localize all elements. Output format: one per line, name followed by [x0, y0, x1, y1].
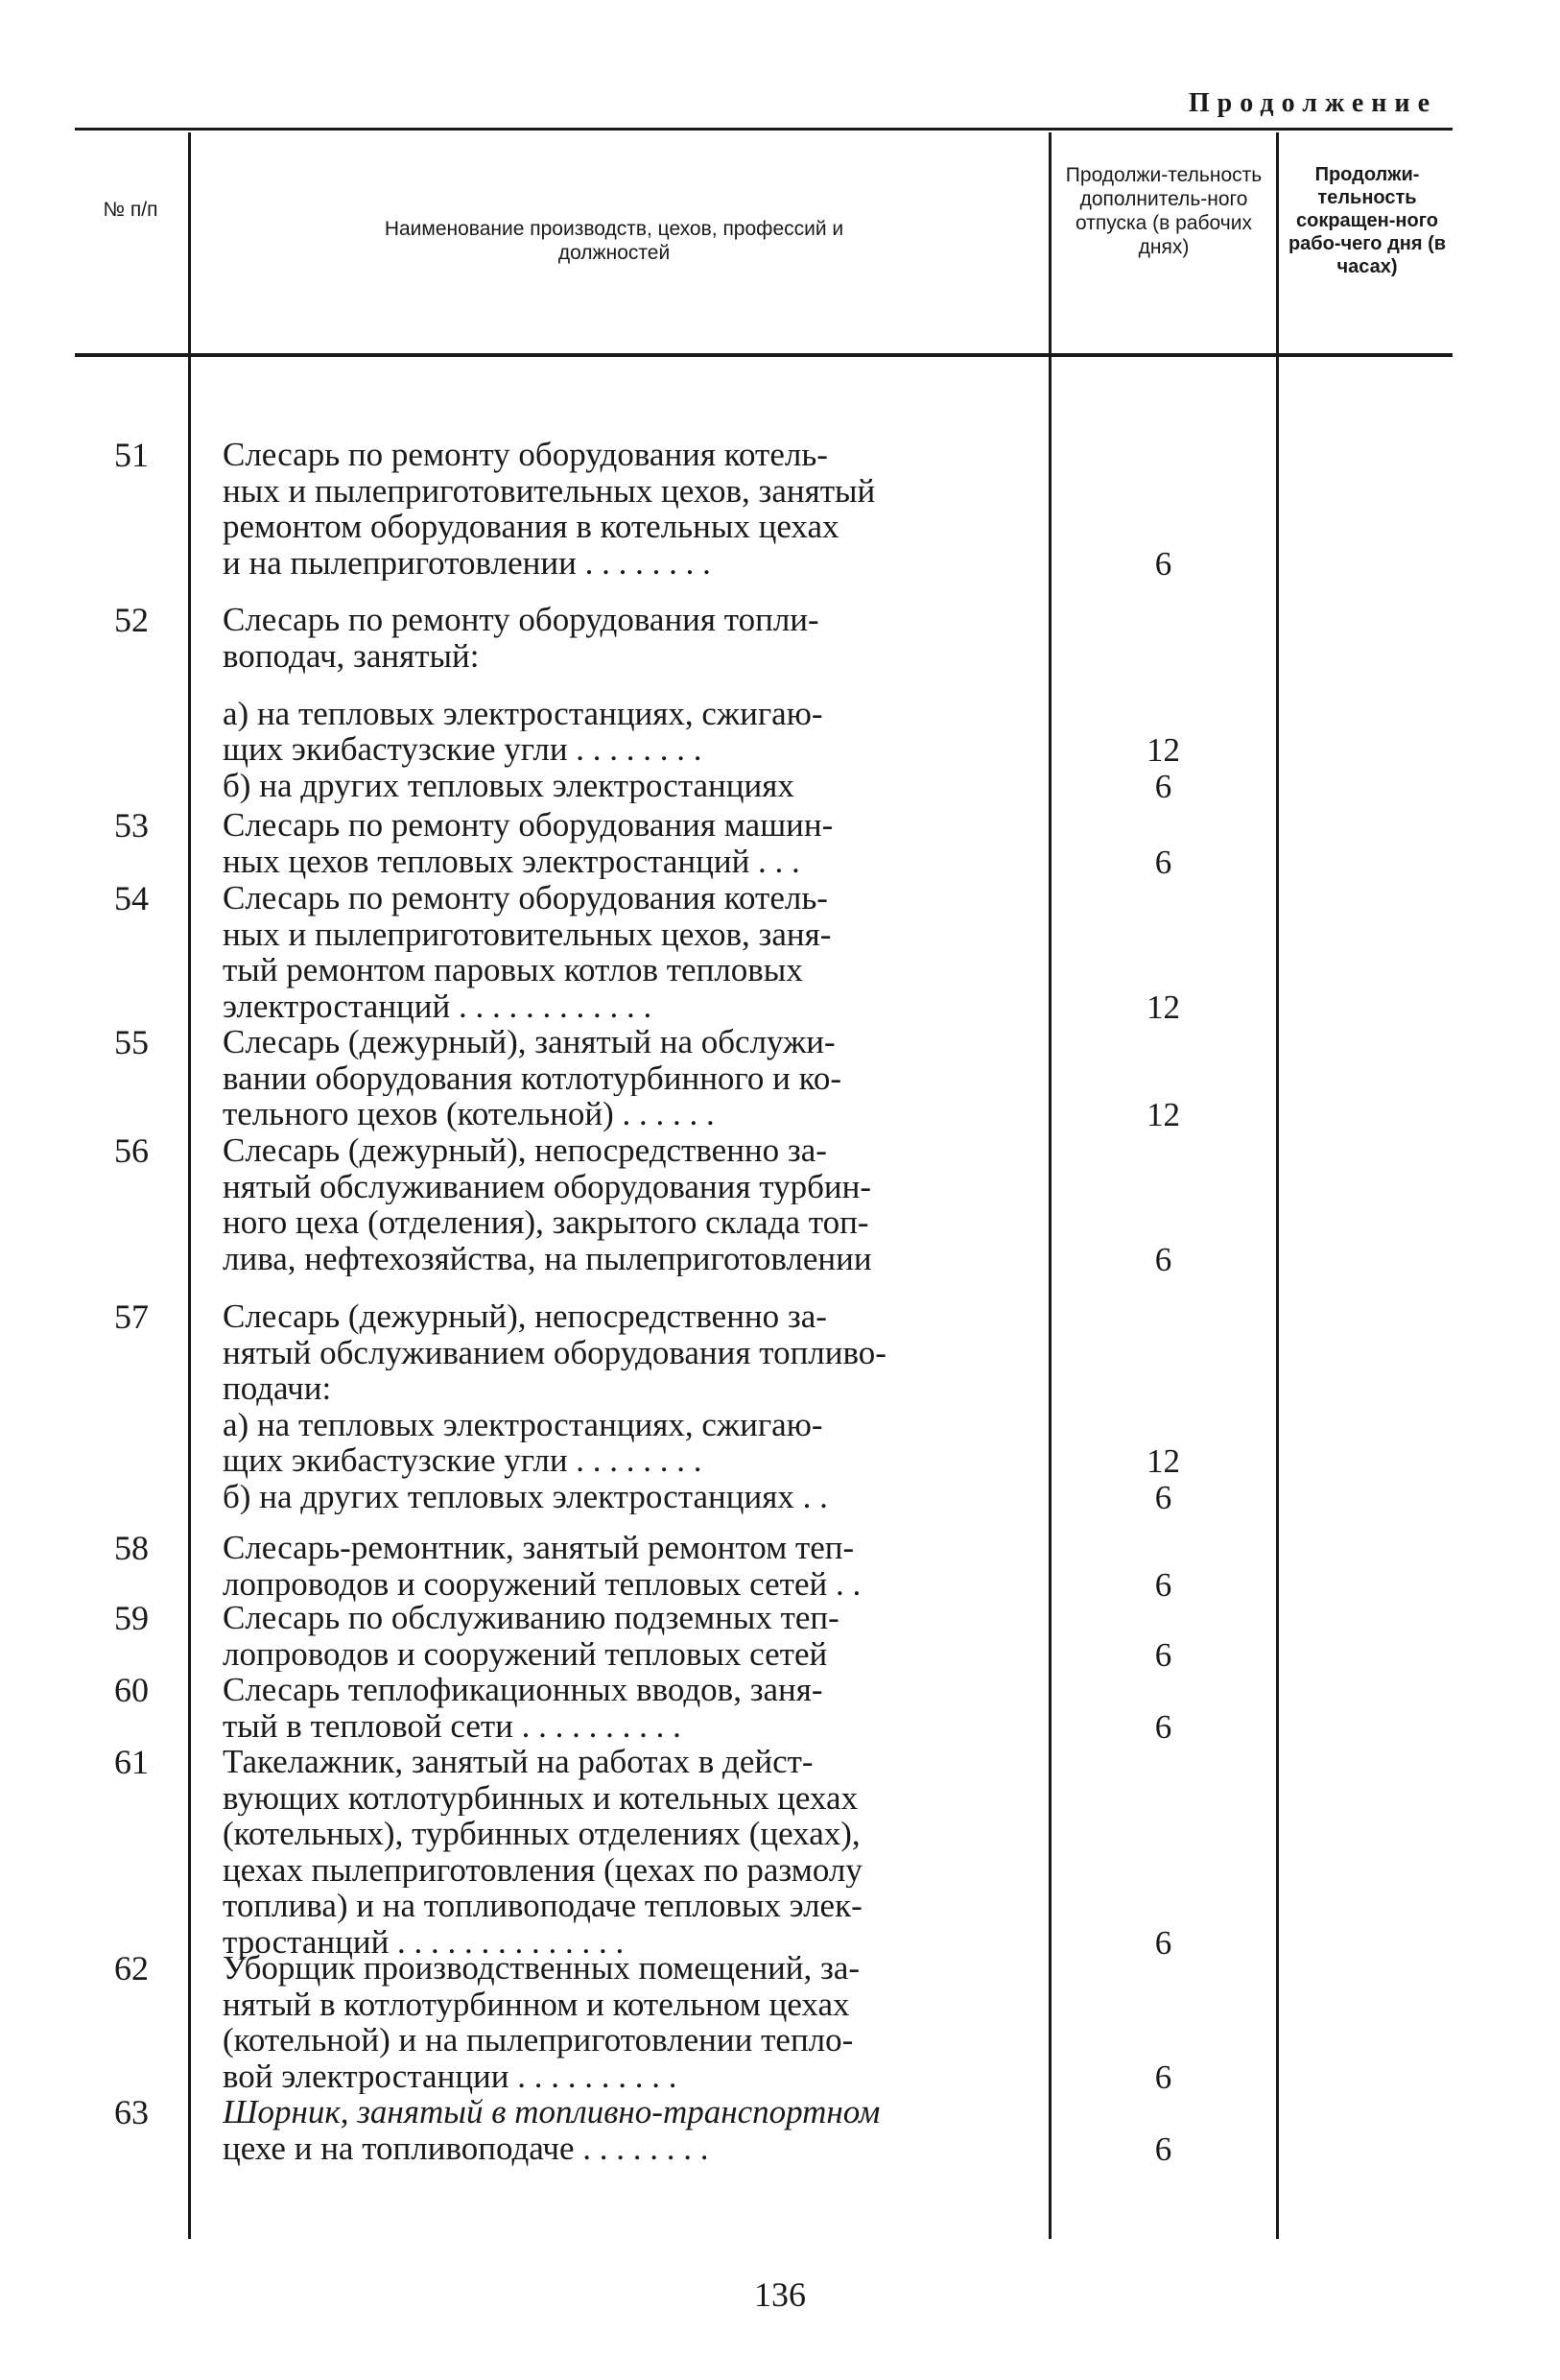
description-line: вой электростанции . . . . . . . . . .: [223, 2058, 677, 2094]
description-line: (котельных), турбинных отделениях (цехах),: [223, 1816, 861, 1852]
row-description: [223, 807, 1033, 879]
column-divider-1: [188, 132, 191, 2239]
description-line: лива, нефтехозяйства, на пылеприготовлении: [223, 1240, 872, 1276]
row-description: [223, 1950, 1033, 2094]
header-shortday: Продолжи-тельность сокращен-ного рабо-чего дня (в часах): [1288, 164, 1447, 277]
description-line: щих экибастузские угли . . . . . . . .: [223, 731, 702, 768]
header-name: Наименование производств, цехов, профессий и должностей: [384, 218, 844, 264]
description-line: Слесарь по ремонту оборудования котель-: [223, 437, 828, 473]
description-line: лопроводов и сооружений тепловых сетей . .: [223, 1565, 862, 1602]
leave-days-value: 6: [1154, 767, 1172, 805]
row-number: 58: [114, 1529, 149, 1567]
description-line: нятый обслуживанием оборудования турбин-: [223, 1168, 871, 1204]
description-line: б) на других тепловых электростанциях . .: [223, 1478, 828, 1514]
description-line: Слесарь по обслуживанию подземных теп-: [223, 1600, 839, 1636]
description-line: электростанций . . . . . . . . . . . .: [223, 988, 652, 1024]
description-line: ного цеха (отделения), закрытого склада топ-: [223, 1204, 869, 1241]
description-line: ных цехов тепловых электростанций . . .: [223, 843, 800, 879]
row-description: [223, 437, 1033, 581]
description-line: Слесарь по ремонту оборудования топли-: [223, 602, 819, 638]
description-line: Слесарь теплофикационных вводов, заня-: [223, 1672, 823, 1708]
description-line: воподач, занятый:: [223, 637, 480, 674]
header-bottom-rule: [75, 353, 1453, 357]
description-line: ных и пылеприготовительных цехов, заня-: [223, 916, 832, 952]
description-line: Слесарь (дежурный), непосредственно за-: [223, 1298, 827, 1335]
row-description: [223, 1298, 1033, 1514]
leave-days-value: 6: [1154, 2130, 1172, 2168]
row-number: 52: [114, 601, 149, 639]
row-description: [223, 1530, 1033, 1602]
row-description: [223, 1672, 1033, 1744]
description-line: тый ремонтом паровых котлов тепловых: [223, 952, 803, 988]
description-line: а) на тепловых электростанциях, сжигаю-: [223, 695, 823, 731]
row-number: 54: [114, 879, 149, 917]
description-line: ремонтом оборудования в котельных цехах: [223, 509, 839, 545]
description-line: цехах пылеприготовления (цехах по размолу: [223, 1851, 863, 1888]
description-line: Слесарь по ремонту оборудования котель-: [223, 880, 828, 916]
table-top-rule: [75, 128, 1453, 131]
row-description: [223, 602, 1033, 803]
leave-days-value: 12: [1146, 1442, 1180, 1480]
description-line: ных и пылеприготовительных цехов, занятый: [223, 472, 876, 509]
leave-days-value: 6: [1154, 1635, 1172, 1674]
row-description: [223, 1600, 1033, 1672]
leave-days-value: 12: [1146, 988, 1180, 1026]
description-line: Слесарь (дежурный), непосредственно за-: [223, 1132, 827, 1169]
row-number: 56: [114, 1131, 149, 1170]
row-number: 55: [114, 1023, 149, 1061]
description-line: щих экибастузские угли . . . . . . . .: [223, 1442, 702, 1479]
leave-days-value: 12: [1146, 731, 1180, 769]
description-line: Слесарь-ремонтник, занятый ремонтом теп-: [223, 1530, 855, 1566]
leave-days-value: 6: [1154, 1923, 1172, 1962]
description-line: Такелажник, занятый на работах в дейст-: [223, 1744, 814, 1780]
header-leave: Продолжи-тельность дополнитель-ного отпуска (в рабочих днях): [1065, 164, 1263, 258]
column-divider-2: [1049, 132, 1052, 2239]
description-line: лопроводов и сооружений тепловых сетей: [223, 1635, 828, 1672]
description-line: нятый в котлотурбинном и котельном цехах: [223, 1986, 850, 2022]
description-line: нятый обслуживанием оборудования топливо-: [223, 1334, 886, 1370]
description-line: Уборщик производственных помещений, за-: [223, 1950, 861, 1987]
header-number: № п/п: [103, 199, 158, 221]
row-description: [223, 2094, 1033, 2166]
description-line: подачи:: [223, 1370, 332, 1407]
leave-days-value: 6: [1154, 544, 1172, 583]
leave-days-value: 6: [1154, 1707, 1172, 1746]
description-line: Слесарь (дежурный), занятый на обслужи-: [223, 1024, 836, 1060]
leave-days-value: 6: [1154, 1240, 1172, 1278]
row-number: 61: [114, 1743, 149, 1781]
description-line: а) на тепловых электростанциях, сжигаю-: [223, 1406, 823, 1442]
row-description: [223, 1132, 1033, 1276]
row-description: [223, 880, 1033, 1024]
leave-days-value: 12: [1146, 1096, 1180, 1133]
leave-days-value: 6: [1154, 1565, 1172, 1604]
continuation-label: Продолжение: [1188, 88, 1437, 118]
description-line: б) на других тепловых электростанциях: [223, 767, 794, 803]
row-number: 60: [114, 1671, 149, 1709]
description-line: тый в тепловой сети . . . . . . . . . .: [223, 1707, 681, 1744]
row-number: 57: [114, 1297, 149, 1336]
description-line: вующих котлотурбинных и котельных цехах: [223, 1779, 859, 1816]
description-line: вании оборудования котлотурбинного и ко-: [223, 1059, 842, 1096]
description-line: и на пылеприготовлении . . . . . . . .: [223, 544, 711, 581]
row-description: [223, 1024, 1033, 1132]
description-line: тельного цехов (котельной) . . . . . .: [223, 1096, 715, 1132]
column-divider-3: [1276, 132, 1279, 2239]
description-line: Слесарь по ремонту оборудования машин-: [223, 807, 834, 844]
row-number: 59: [114, 1599, 149, 1637]
description-line: тростанций . . . . . . . . . . . . . .: [223, 1923, 625, 1960]
description-line: топлива) и на топливоподаче тепловых элек-: [223, 1888, 863, 1924]
row-number: 63: [114, 2093, 149, 2131]
description-line: [223, 674, 1033, 696]
leave-days-value: 6: [1154, 843, 1172, 881]
description-line: цехе и на топливоподаче . . . . . . . .: [223, 2130, 709, 2166]
description-line: (котельной) и на пылеприготовлении тепло-: [223, 2022, 854, 2059]
row-number: 51: [114, 436, 149, 474]
description-line: Шорник, занятый в топливно-транспортном: [223, 2094, 881, 2130]
row-number: 53: [114, 806, 149, 845]
row-description: [223, 1744, 1033, 1960]
leave-days-value: 6: [1154, 2058, 1172, 2096]
row-number: 62: [114, 1949, 149, 1987]
page-number: 136: [754, 2275, 806, 2314]
leave-days-value: 6: [1154, 1478, 1172, 1516]
